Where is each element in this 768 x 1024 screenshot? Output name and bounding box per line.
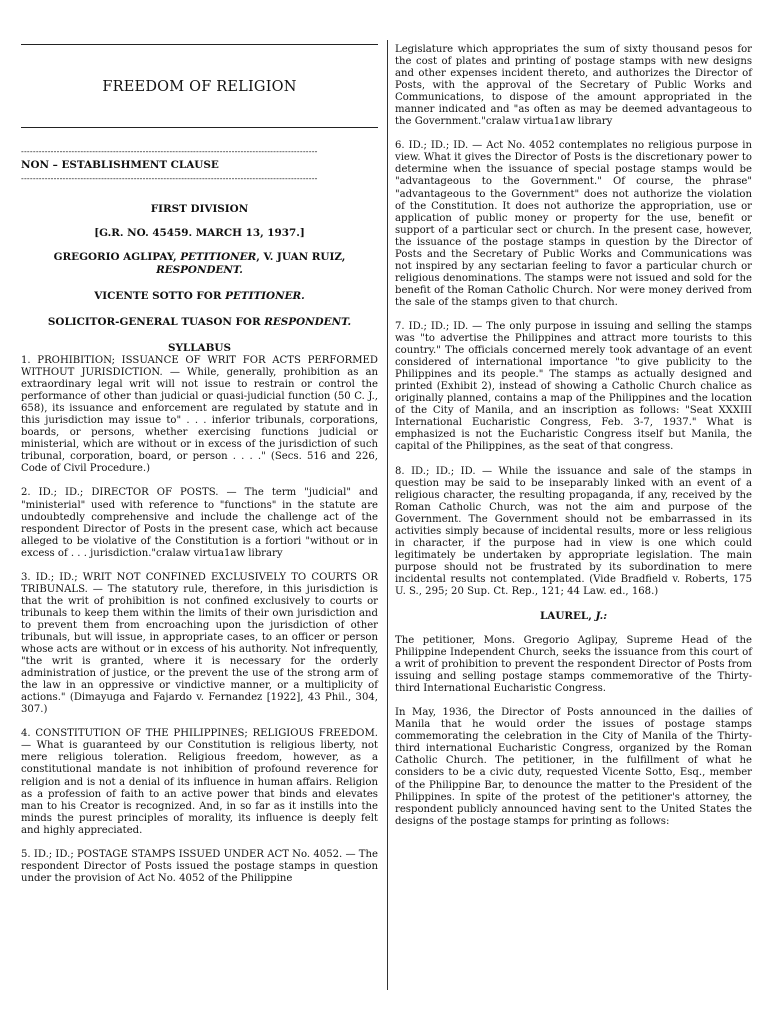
- judge-heading: [395, 610, 752, 623]
- counsel-petitioner-role: PETITIONER.: [225, 290, 305, 302]
- syllabus-heading: SYLLABUS: [168, 342, 231, 354]
- counsel-respondent-name: SOLICITOR-GENERAL TUASON FOR: [47, 316, 265, 328]
- dashed-separator-top: ----------------------------------------------------------------------------------------------------: [21, 146, 318, 156]
- syllabus-paragraph: 6. ID.; ID.; ID. — Act No. 4052 contemplates no religious purpose in view. What it gives the Director of Posts is the discretionary power to determine when the issuance of special postage stamps would be "advantageous to the Government." Of course, the phrase" "advantageous to the Government" does not authorize the violation of the Constitution. It does not authorize the appropriation, use or application of public money or property for the use, benefit or support of a particular sect or church. In the present case, however, the issuance of the postage stamps in question by the Director of Posts and the Secretary of Public Works and Communications was not inspired by any sectarian feeling to favor a particular church or religious denominations. The stamps were not issued and sold for the benefit of the Roman Catholic Church. Nor were money derived from the sale of the stamps given to that church.: [395, 140, 752, 308]
- counsel-petitioner: [21, 290, 378, 303]
- judge-name: LAUREL,: [539, 610, 596, 623]
- party-petitioner-role: PETITIONER: [180, 251, 257, 263]
- opinion-paragraph: In May, 1936, the Director of Posts announced in the dailies of Manila that he would order the issues of postage stamps commemorating the celebration in the City of Manila of the Thirty-third international Eucharistic Congress, organized by the Roman Catholic Church. The petitioner, in the fulfillment of what he considers to be a civic duty, requested Vicente Sotto, Esq., member of the Philippine Bar, to denounce the matter to the President of the Philippines. In spite of the protest of the petitioner's attorney, the respondent publicly announced having sent to the United States the designs of the postage stamps for printing as follows:: [395, 707, 752, 827]
- counsel-petitioner-name: VICENTE SOTTO FOR: [94, 290, 226, 302]
- syllabus-paragraph: 3. ID.; ID.; WRIT NOT CONFINED EXCLUSIVELY TO COURTS OR TRIBUNALS. — The statutory rule, therefore, in this jurisdiction is that the writ of prohibition is not confined exclusively to courts or tribunals to keep them within the limits of their own jurisdiction and to prevent them from encroaching upon the jurisdiction of other tribunals, but will issue, in appropriate cases, to an officer or person whose acts are without or in excess of his authority. Not infrequently, "the writ is granted, where it is necessary for the orderly administration of justice, or the prevent the use of the strong arm of the law in an oppressive or vindictive manner, or a multiplicity of actions." (Dimayuga and Fajardo v. Fernandez [1922], 43 Phil., 304, 307.): [21, 571, 378, 716]
- syllabus-paragraph: Legislature which appropriates the sum of sixty thousand pesos for the cost of plates and printing of postage stamps with new designs and other expenses incident thereto, and authorizes the Director of Posts, with the approval of the Secretary of Public Works and Communications, to dispose of the amount appropriated in the manner indicated and "as often as may be deemed advantageous to the Government."cralaw virtua1aw library: [395, 44, 752, 128]
- page-title: FREEDOM OF RELIGION: [102, 79, 297, 95]
- party-petitioner-name: GREGORIO AGLIPAY,: [53, 251, 181, 263]
- top-rule: [21, 44, 378, 45]
- dashed-separator-bottom: ----------------------------------------------------------------------------------------------------: [21, 173, 318, 183]
- division-heading: FIRST DIVISION: [150, 203, 249, 215]
- syllabus-paragraph: 7. ID.; ID.; ID. — The only purpose in issuing and selling the stamps was "to advertise the Philippines and attract more tourists to this country." The officials concerned merely took advantage of an event considered of international importance "to give publicity to the Philippines and its people." The stamps as actually designed and printed (Exhibit 2), instead of showing a Catholic Church chalice as originally planned, contains a map of the Philippines and the location of the City of Manila, and an inscription as follows: "Seat XXXIII International Eucharistic Congress, Feb. 3-7, 1937." What is emphasized is not the Eucharistic Congress itself but Manila, the capital of the Philippines, as the seat of that congress.: [395, 320, 752, 453]
- opinion-paragraph: The petitioner, Mons. Gregorio Aglipay, Supreme Head of the Philippine Independent Church, seeks the issuance from this court of a writ of prohibition to prevent the respondent Director of Posts from issuing and selling postage stamps commemorative of the Thirty-third International Eucharistic Congress.: [395, 635, 752, 695]
- counsel-respondent: [21, 316, 378, 329]
- syllabus-paragraph: 8. ID.; ID.; ID. — While the issuance and sale of the stamps in question may be said to be inseparably linked with an event of a religious character, the resulting propaganda, if any, received by the Roman Catholic Church, was not the aim and purpose of the Government. The Government should not be embarrassed in its activities simply because of incidental results, more or less religious in character, if the purpose had in view is one which could legitimately be undertaken by appropriate legislation. The main purpose should not be frustrated by its subordination to mere incidental results not contemplated. (Vide Bradfield v. Roberts, 175 U. S., 295; 20 Sup. Ct. Rep., 121; 44 Law. ed., 168.): [395, 465, 752, 597]
- syllabus-paragraph: 5. ID.; ID.; POSTAGE STAMPS ISSUED UNDER ACT No. 4052. — The respondent Director of Posts issued the postage stamps in question under the provision of Act No. 4052 of the Philippine: [21, 848, 378, 884]
- syllabus-paragraph: 1. PROHIBITION; ISSUANCE OF WRIT FOR ACTS PERFORMED WITHOUT JURISDICTION. — While, generally, prohibition as an extraordinary legal writ will not issue to restrain or control the performance of other than judicial or quasi-judicial function (50 C. J., 658), its issuance and enforcement are regulated by statute and in this jurisdiction may issue to" . . . inferior tribunals, corporations, boards, or persons, whether exercising functions judicial or ministerial, which are without or in excess of the jurisdiction of such tribunal, corporation, board, or person . . . ." (Secs. 516 and 226, Code of Civil Procedure.): [21, 355, 378, 475]
- column-divider: [387, 40, 388, 990]
- case-number: [G.R. NO. 45459. MARCH 13, 1937.]: [94, 227, 305, 239]
- party-respondent-role: RESPONDENT.: [156, 264, 243, 276]
- party-respondent-name: , V. JUAN RUIZ,: [256, 251, 346, 263]
- section-heading: NON – ESTABLISHMENT CLAUSE: [21, 159, 219, 171]
- judge-suffix: J.:: [595, 610, 608, 623]
- right-column: [395, 44, 752, 828]
- syllabus-paragraph: 4. CONSTITUTION OF THE PHILIPPINES; RELIGIOUS FREEDOM. — What is guaranteed by our Constitution is religious liberty, not mere religious toleration. Religious freedom, however, as a constitutional mandate is not inhibition of profound reverence for religion and is not a denial of its influence in human affairs. Religion as a profession of faith to an active power that binds and elevates man to his Creator is recognized. And, in so far as it instills into the minds the purest principles of morality, its influence is deeply felt and highly appreciated.: [21, 728, 378, 836]
- case-parties: [21, 251, 378, 277]
- syllabus-paragraph: 2. ID.; ID.; DIRECTOR OF POSTS. — The term "judicial" and "ministerial" used with reference to "functions" in the statute are undoubtedly comprehensive and include the challenge act of the respondent Director of Posts in the present case, which act because alleged to be violative of the Constitution is a fortiori "without or in excess of . . . jurisdiction."cralaw virtua1aw library: [21, 487, 378, 559]
- counsel-respondent-role: RESPONDENT.: [264, 316, 352, 328]
- left-column: [21, 44, 378, 885]
